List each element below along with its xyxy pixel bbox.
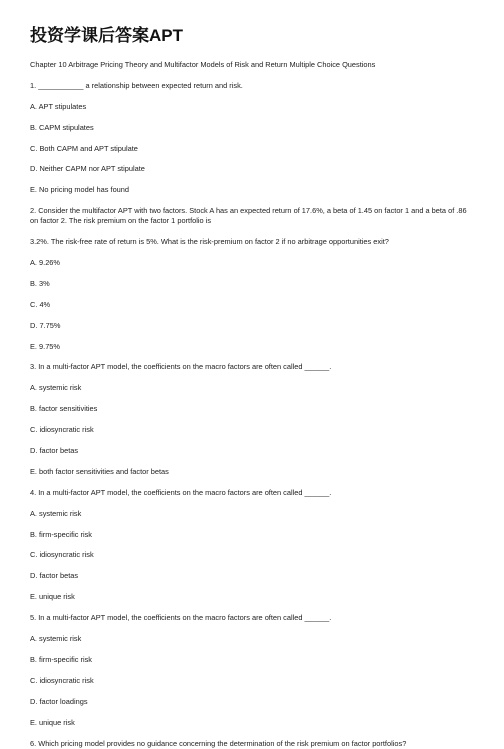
q1-option-b: B. CAPM stipulates: [30, 122, 94, 132]
question-5: 5. In a multi-factor APT model, the coefficients on the macro factors are often called ______.: [30, 613, 332, 623]
q3-option-c: C. idiosyncratic risk: [30, 425, 94, 435]
q2-option-b: B. 3%: [30, 278, 50, 288]
q3-option-d: D. factor betas: [30, 446, 79, 456]
question-3: 3. In a multi-factor APT model, the coefficients on the macro factors are often called ______.: [30, 362, 332, 372]
question-1: 1. ___________ a relationship between expected return and risk.: [30, 80, 243, 90]
q1-option-a: A. APT stipulates: [30, 101, 87, 111]
chapter-heading: Chapter 10 Arbitrage Pricing Theory and Multifactor Models of Risk and Return Multiple Choice Questions: [30, 60, 376, 69]
q5-option-b: B. firm-specific risk: [30, 654, 93, 664]
q2-option-a: A. 9.26%: [30, 258, 60, 268]
document-title: 投资学课后答案APT: [30, 26, 183, 45]
q2-option-e: E. 9.75%: [30, 341, 60, 351]
question-4: 4. In a multi-factor APT model, the coefficients on the macro factors are often called ______.: [30, 487, 332, 497]
q5-option-d: D. factor loadings: [30, 696, 88, 706]
q5-option-a: A. systemic risk: [30, 634, 82, 644]
document-body: [30, 60, 474, 749]
q1-option-e: E. No pricing model has found: [30, 185, 130, 195]
q3-option-a: A. systemic risk: [30, 383, 82, 393]
q4-option-c: C. idiosyncratic risk: [30, 550, 94, 560]
q3-option-b: B. factor sensitivities: [30, 404, 98, 414]
q3-option-e: E. both factor sensitivities and factor betas: [30, 466, 169, 476]
q4-option-a: A. systemic risk: [30, 508, 82, 518]
q4-option-d: D. factor betas: [30, 571, 79, 581]
q5-option-e: E. unique risk: [30, 717, 75, 727]
question-2-continued: 3.2%. The risk-free rate of return is 5%. What is the risk-premium on factor 2 if no arbitrage opportunities exit?: [30, 237, 389, 247]
question-6: 6. Which pricing model provides no guidance concerning the determination of the risk premium on factor portfolios?: [30, 738, 407, 748]
q2-option-c: C. 4%: [30, 299, 51, 309]
q4-option-e: E. unique risk: [30, 592, 75, 602]
q1-option-d: D. Neither CAPM nor APT stipulate: [30, 164, 145, 174]
question-2: 2. Consider the multifactor APT with two factors. Stock A has an expected return of 17.6%, a beta of 1.45 on factor 1 and a beta of .86 on factor 2. The risk premium on the factor 1 portfolio is: [30, 206, 467, 226]
q1-option-c: C. Both CAPM and APT stipulate: [30, 143, 138, 153]
q4-option-b: B. firm-specific risk: [30, 529, 93, 539]
q5-option-c: C. idiosyncratic risk: [30, 675, 94, 685]
q2-option-d: D. 7.75%: [30, 320, 61, 330]
